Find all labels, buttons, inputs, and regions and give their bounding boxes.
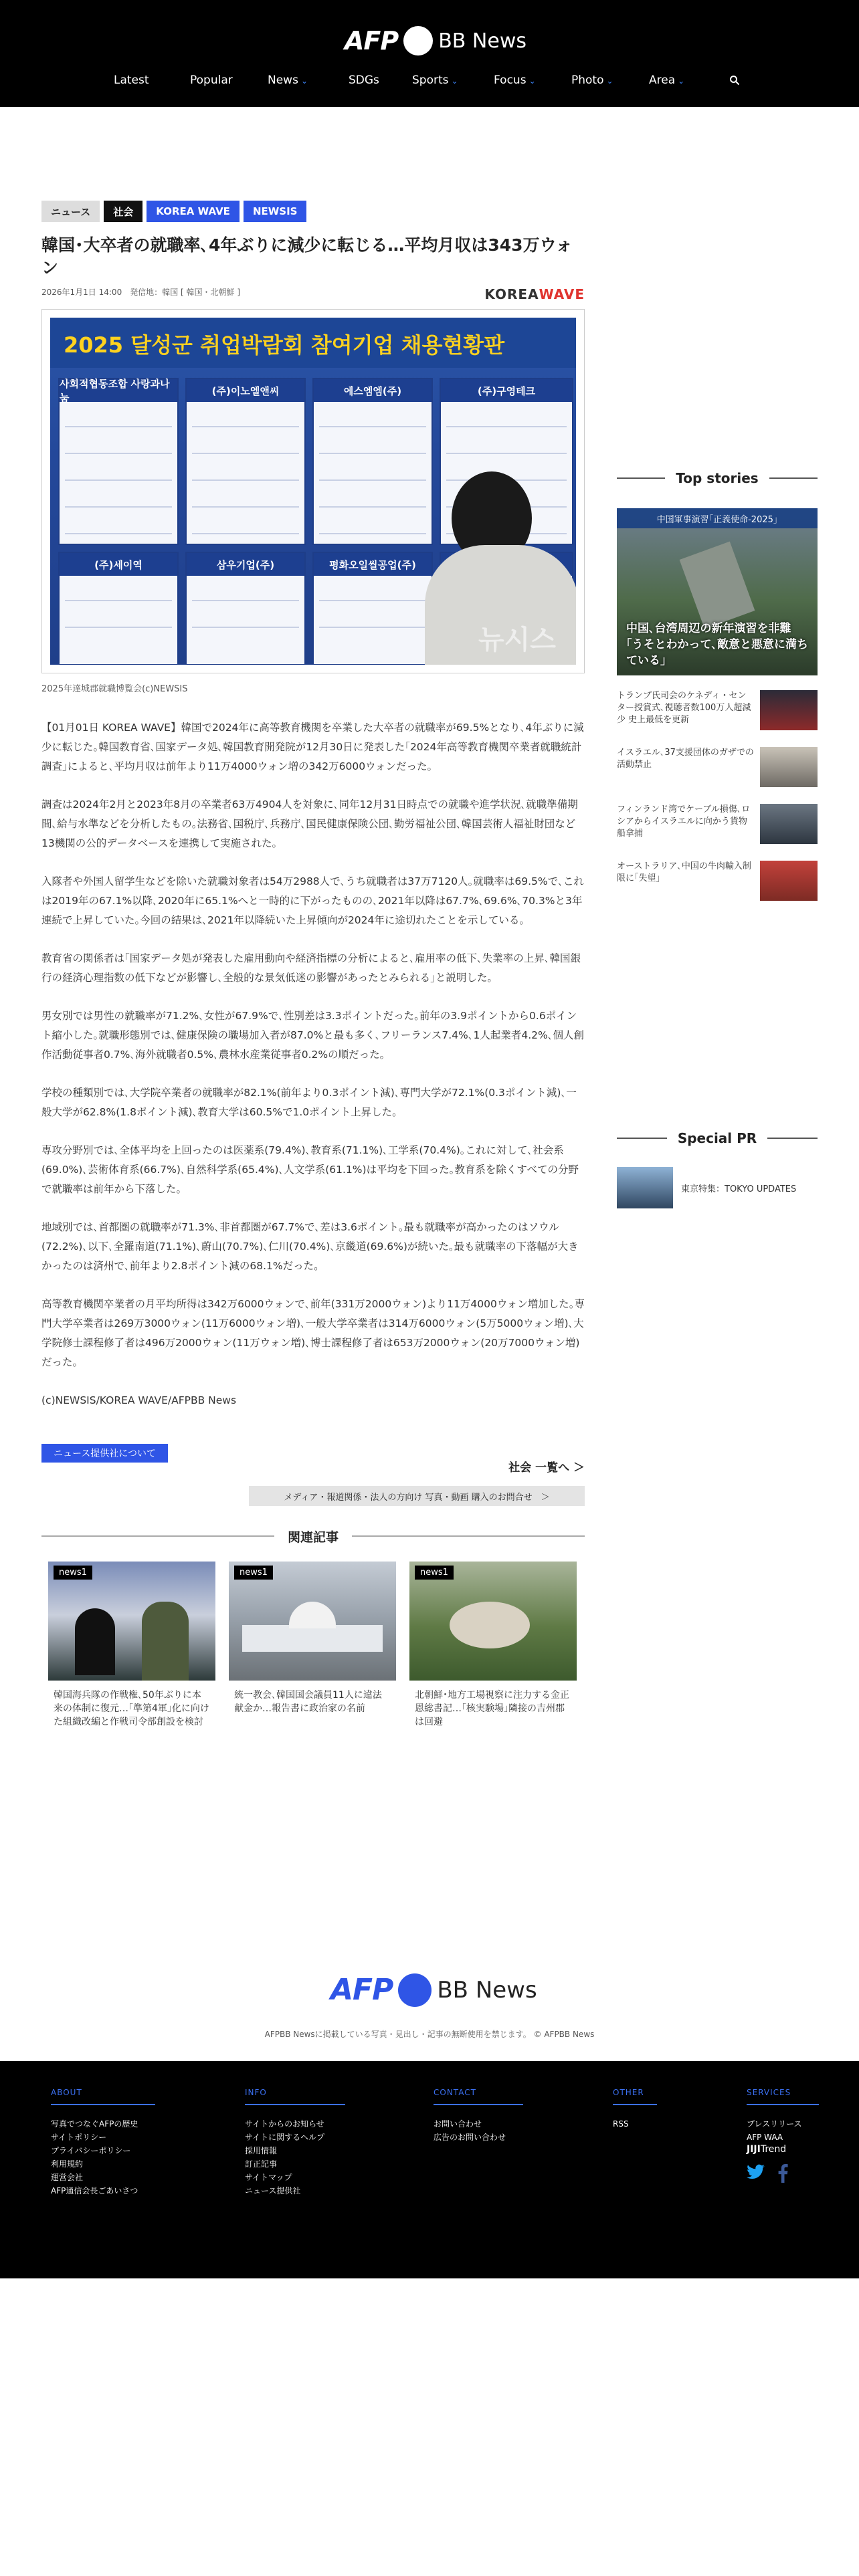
article-paragraph: 専攻分野別では､全体平均を上回ったのは医薬系(79.4%)､教育系(71.1%)､工学系(70.4%)｡これに対して､社会系(69.0%)､芸術体育系(66.7%)､自然科学系(65.4%)､人文学系(61.1%)は平均を下回った｡教育系を除くすべての分野で就職率は前年から下落した｡	[41, 1144, 579, 1195]
photo-board: (주)이노엘앤씨	[185, 378, 306, 545]
site-header	[0, 0, 859, 107]
site-logo[interactable]	[345, 24, 527, 58]
footer-logo[interactable]: AFP BB News	[330, 1973, 537, 2007]
footer-col-contact: CONTACT お問い合わせ 広告のお問い合わせ	[434, 2088, 523, 2144]
photo-board: 삼우기업(주)	[185, 552, 306, 665]
nav-news[interactable]: News ⌄	[268, 74, 308, 87]
footer-link[interactable]: サイトからのお知らせ	[245, 2119, 324, 2129]
nav-popular[interactable]: Popular	[190, 74, 233, 87]
related-card[interactable]	[48, 1562, 215, 1729]
footer-col-info: INFO サイトからのお知らせ サイトに関するヘルプ 採用情報 訂正記事 サイトマップ ニュース提供社	[245, 2088, 345, 2197]
chevron-down-icon: ⌄	[678, 76, 685, 86]
top-story-item[interactable]: フィンランド湾でケーブル損傷､ロシアからイスラエルに向かう貨物船拿捕	[617, 804, 818, 851]
related-title: 統一教会､韓国国会議員11人に違法献金か…報告書に政治家の名前	[234, 1690, 382, 1714]
search-icon[interactable]	[729, 75, 740, 86]
sidebar	[617, 468, 818, 1194]
tag-list	[41, 201, 585, 222]
footer-col-services: SERVICES プレスリリース AFP WAA JIJITrend	[747, 2088, 819, 2183]
tag-news[interactable]: ニュース	[41, 201, 100, 222]
jiji-trend-logo[interactable]: JIJITrend	[747, 2144, 787, 2155]
article-main	[41, 201, 585, 1429]
footer-link[interactable]: AFP通信会長ごあいさつ	[51, 2186, 138, 2195]
top-story-band: 中国軍事演習｢正義使命-2025｣	[617, 508, 818, 528]
footer-col-other: OTHER RSS	[613, 2088, 657, 2131]
related-title: 北朝鮮･地方工場視察に注力する金正恩総書記…｢核実験場｣隣接の吉州郡は回避	[415, 1690, 569, 1727]
footer-col-about: ABOUT 写真でつなぐAFPの歴史 サイトポリシー プライバシーポリシー 利用規約 運営会社 AFP通信会長ごあいさつ	[51, 2088, 155, 2197]
logo-dot	[403, 26, 433, 56]
nav-sdgs[interactable]: SDGs	[349, 74, 379, 87]
top-story-thumb	[760, 690, 818, 730]
top-story-item[interactable]: トランプ氏司会のケネディ・センター授賞式､視聴者数100万人超減少 史上最低を更新	[617, 690, 818, 737]
special-pr-item[interactable]: 東京特集：TOKYO UPDATES	[617, 1167, 818, 1208]
logo-bbnews: BB News	[438, 29, 527, 53]
article-body	[41, 718, 585, 1410]
footer-link[interactable]: 広告のお問い合わせ	[434, 2133, 506, 2142]
article-paragraph: 調査は2024年2月と2023年8月の卒業者63万4904人を対象に､同年12月31日時点での就職や進学状況､就職準備期間､給与水準などを分析したもの｡法務省､国税庁､兵務庁､国民健康保険公団､勤労福祉公団､韓国芸術人福祉財団など13機関の公的データベースを連携して実施された｡	[41, 798, 578, 849]
nav-focus[interactable]: Focus ⌄	[494, 74, 536, 87]
nav-area[interactable]: Area ⌄	[649, 74, 685, 87]
chevron-down-icon: ⌄	[529, 76, 536, 86]
footer-link[interactable]: 写真でつなぐAFPの歴史	[51, 2119, 138, 2129]
article-credit: (c)NEWSIS/KOREA WAVE/AFPBB News	[41, 1394, 237, 1406]
korea-wave-logo[interactable]: KOREAWAVE	[484, 286, 585, 302]
top-story-thumb	[760, 747, 818, 787]
chevron-down-icon: ⌄	[606, 76, 613, 86]
photo-board: 에스엠엠(주)	[312, 378, 433, 545]
footer-link[interactable]: 採用情報	[245, 2146, 278, 2155]
tag-society[interactable]: 社会	[104, 201, 142, 222]
site-footer	[0, 2061, 859, 2278]
photo-banner: 2025 달성군 취업박람회 참여기업 채용현황판	[50, 318, 576, 368]
related-image: news1	[229, 1562, 396, 1681]
top-stories-heading: Top stories	[617, 468, 818, 488]
article-photo-frame	[41, 309, 585, 673]
top-story-thumb	[760, 804, 818, 844]
copyright-text: AFPBB Newsに掲載している写真・見出し・記事の無断使用を禁じます。 © AFPBB News	[264, 2030, 595, 2039]
top-story-item[interactable]: オーストラリア､中国の牛肉輸入制限に｢失望｣	[617, 861, 818, 907]
special-pr-thumb	[617, 1167, 673, 1208]
article-title: 韓国･大卒者の就職率､4年ぶりに減少に転じる…平均月収は343万ウォン	[41, 235, 573, 278]
article-paragraph: 高等教育機関卒業者の月平均所得は342万6000ウォンで､前年(331万2000ウォン)より11万4000ウォン増加した｡専門大学卒業者は269万3000ウォン(11万6000ウォン増)､一般大学卒業者は314万6000ウォン(5万5000ウォン増)､大学院修士課程修了者は496万2000ウォン(11万ウォン増)､博士課程修了者は653万2000ウォン(20万7000ウォン増)だった｡	[41, 1298, 585, 1368]
article-photo[interactable]	[50, 318, 576, 665]
nav-latest[interactable]: Latest	[114, 74, 149, 87]
related-heading: 関連記事	[41, 1526, 585, 1546]
section-list-link[interactable]: 社会 一覧へ ＞	[508, 1461, 585, 1475]
chevron-down-icon: ⌄	[451, 76, 458, 86]
footer-link[interactable]: ニュース提供社	[245, 2186, 301, 2195]
footer-link[interactable]: RSS	[613, 2119, 629, 2129]
photo-watermark: 뉴시스	[478, 625, 556, 655]
footer-link[interactable]: AFP WAA	[747, 2133, 783, 2142]
related-image: news1	[48, 1562, 215, 1681]
twitter-icon[interactable]	[747, 2164, 765, 2180]
article-paragraph: 学校の種類別では､大学院卒業者の就職率が82.1%(前年より0.3ポイント減)､専門大学が72.1%(0.3ポイント減)､一般大学が62.8%(1.8ポイント減)､教育大学は60.5%で1.0ポイント上昇した｡	[41, 1087, 577, 1118]
footer-link[interactable]: プレスリリース	[747, 2119, 802, 2129]
footer-link[interactable]: 運営会社	[51, 2173, 84, 2182]
top-story-card[interactable]	[617, 508, 818, 675]
special-pr-heading: Special PR	[617, 1128, 818, 1148]
photo-caption: 2025年達城郡就職博覧会(c)NEWSIS	[41, 684, 188, 694]
footer-link[interactable]: サイトマップ	[245, 2173, 292, 2182]
article-dateline: 2026年1月1日 14:00 発信地：韓国 [ 韓国・北朝鮮 ]	[41, 288, 241, 297]
photo-board: (주)세이역	[58, 552, 179, 665]
footer-link[interactable]: お問い合わせ	[434, 2119, 482, 2129]
footer-link[interactable]: プライバシーポリシー	[51, 2146, 131, 2155]
top-story-caption: 中国､台湾周辺の新年演習を非難 ｢うそとわかって､敵意と悪意に満ちている｣	[626, 622, 808, 667]
nav-sports[interactable]: Sports ⌄	[412, 74, 458, 87]
news-provider-button[interactable]: ニュース提供社について	[41, 1444, 168, 1463]
photo-board: 사회적협동조합 사랑과나눔	[58, 378, 179, 545]
tag-korea-wave[interactable]: KOREA WAVE	[147, 201, 240, 222]
article-paragraph: 教育省の関係者は｢国家データ処が発表した雇用動向や経済指標の分析によると､雇用率の低下､失業率の上昇､韓国銀行の経済心理指数の低下などが影響し､全般的な景気低迷の影響があったとみられる｣と説明した｡	[41, 952, 581, 984]
footer-link[interactable]: 訂正記事	[245, 2159, 278, 2169]
related-title: 韓国海兵隊の作戦権､50年ぶりに本来の体制に復元…｢準第4軍｣化に向けた組織改編と作戦司令部創設を検討	[54, 1690, 209, 1727]
photo-board: 평화오일씰공업(주)	[312, 552, 433, 665]
footer-link[interactable]: サイトポリシー	[51, 2133, 107, 2142]
facebook-icon[interactable]	[777, 2164, 788, 2183]
photo-board: (주)구영테크	[440, 378, 573, 545]
related-card[interactable]	[229, 1562, 396, 1715]
chevron-down-icon: ⌄	[300, 76, 308, 86]
contact-bar[interactable]: メディア・報道関係・法人の方向け 写真・動画 購入のお問合せ ＞	[249, 1486, 585, 1506]
top-story-item[interactable]: イスラエル､37支援団体のガザでの活動禁止	[617, 747, 818, 794]
top-story-thumb	[760, 861, 818, 901]
logo-afp: AFP	[345, 26, 399, 56]
related-image: news1	[409, 1562, 577, 1681]
footer-link[interactable]: サイトに関するヘルプ	[245, 2133, 325, 2142]
main-nav	[100, 72, 756, 91]
article-paragraph: 男女別では男性の就職率が71.2%､女性が67.9%で､性別差は3.3ポイントだった｡前年の3.9ポイントから0.6ポイント縮小した｡就職形態別では､健康保険の職場加入者が87.0%と最も多く､フリーランス7.4%､1人起業者4.2%､個人創作活動従事者0.7%､海外就職者0.5%､農林水産業従事者0.2%の順だった｡	[41, 1010, 585, 1061]
nav-photo[interactable]: Photo ⌄	[571, 74, 613, 87]
footer-link[interactable]: 利用規約	[51, 2159, 84, 2169]
article-paragraph: 地域別では､首都圏の就職率が71.3%､非首都圏が67.7%で､差は3.6ポイント｡最も就職率が高かったのはソウル(72.2%)､以下､全羅南道(71.1%)､蔚山(70.7%)､仁川(70.4%)､京畿道(69.6%)が続いた｡最も就職率の下落幅が大きかったのは済州で､前年より2.8ポイント減の68.1%だった｡	[41, 1221, 579, 1272]
article-paragraph: 【01月01日 KOREA WAVE】韓国で2024年に高等教育機関を卒業した大卒者の就職率が69.5%となり､4年ぶりに減少に転じた｡韓国教育省､国家データ処､韓国教育開発院が12月30日に発表した｢2024年高等教育機関卒業者就職統計調査｣によると､平均月収は前年より11万4000ウォン増の342万6000ウォンだった｡	[41, 722, 584, 772]
related-card[interactable]	[409, 1562, 577, 1729]
tag-newsis[interactable]: NEWSIS	[244, 201, 307, 222]
article-meta	[41, 286, 585, 302]
social-links	[747, 2164, 819, 2183]
article-paragraph: 入隊者や外国人留学生などを除いた就職対象者は54万2988人で､うち就職者は37万7120人｡就職率は69.5%で､これは2019年の67.1%以降､2020年に65.1%へと一時的に下がったものの､2021年以降は67.7%､69.6%､70.3%と3年連続で上昇していた｡今回の結果は､2021年以降続いた上昇傾向が2024年に途切れたことを示している｡	[41, 875, 584, 926]
